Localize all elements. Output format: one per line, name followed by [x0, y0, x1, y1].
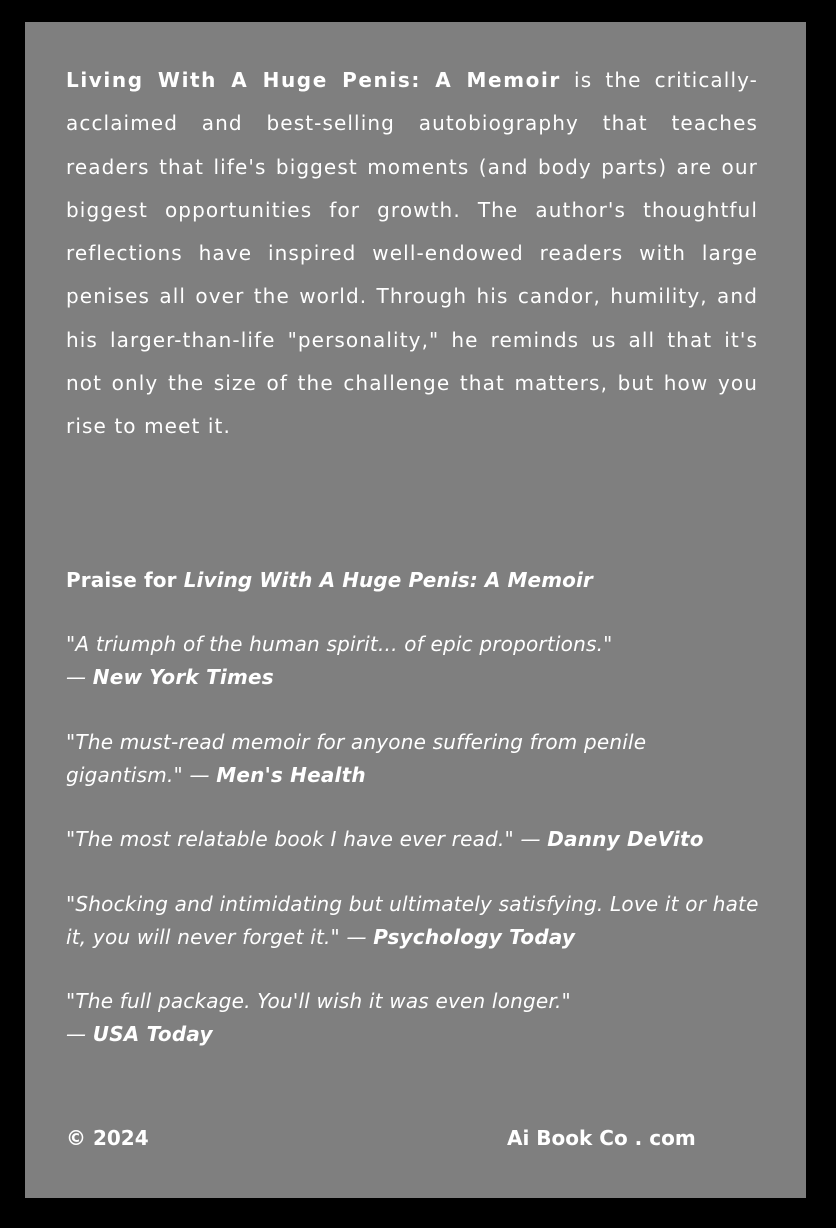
quote-dash: — [66, 1022, 93, 1046]
praise-quote [66, 823, 766, 856]
quote-source: Men's Health [216, 763, 366, 787]
quote-dash: — [66, 665, 93, 689]
quote-dash: — [182, 763, 217, 787]
praise-quote [66, 888, 766, 954]
praise-quote [66, 628, 766, 694]
praise-heading-prefix: Praise for [66, 568, 184, 592]
praise-heading-title: Living With A Huge Penis: A Memoir [183, 568, 593, 592]
book-description [66, 59, 758, 449]
copyright-notice: © 2024 [66, 1126, 149, 1150]
quote-text: "The full package. You'll wish it was even longer." [66, 989, 571, 1013]
quote-source: Danny DeVito [547, 827, 704, 851]
back-cover-panel [25, 22, 806, 1198]
praise-heading [66, 566, 766, 594]
quote-text: "A triumph of the human spirit... of epic proportions." [66, 632, 613, 656]
quote-source: New York Times [92, 665, 274, 689]
quote-dash: — [513, 827, 548, 851]
praise-quote [66, 726, 766, 792]
quote-source: USA Today [92, 1022, 213, 1046]
description-text: is the critically-acclaimed and best-selling autobiography that teaches readers that life's biggest moments (and body parts) are our biggest opportunities for growth. The author's thoughtful reflections have inspired well-endowed readers with large penises all over the world. Through his candor, humility, and his larger-than-life "personality," he reminds us all that it's not only the size of the challenge that matters, but how you rise to meet it. [66, 68, 758, 439]
publisher-name: Ai Book Co . com [507, 1126, 696, 1150]
quote-source: Psychology Today [373, 925, 576, 949]
quote-dash: — [339, 925, 374, 949]
quote-text: "The most relatable book I have ever read." [66, 827, 514, 851]
praise-quote [66, 985, 766, 1051]
quote-text: "Shocking and intimidating but ultimately satisfying. Love it or hate it, you will never forget it." [66, 892, 759, 949]
quote-text: "The must-read memoir for anyone suffering from penile gigantism." [66, 730, 647, 787]
book-title: Living With A Huge Penis: A Memoir [66, 68, 561, 92]
